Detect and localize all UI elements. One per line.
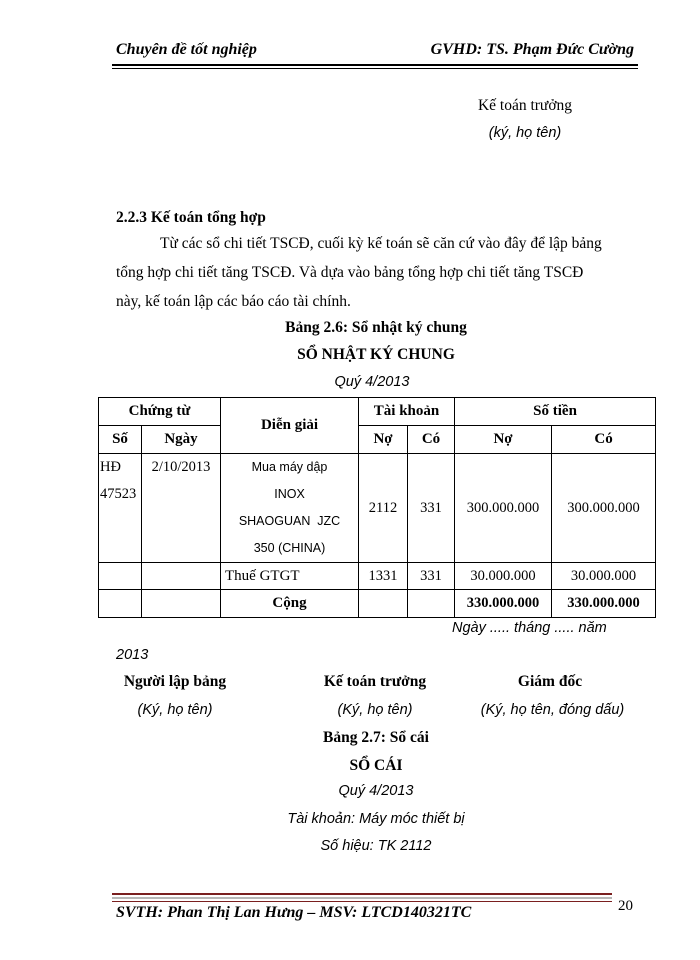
section-paragraph-line1: Từ các sổ chi tiết TSCĐ, cuối kỳ kế toán sẽ căn cứ vào đây để lập bảng	[160, 235, 602, 252]
footer-rule-shadow	[112, 897, 612, 899]
header-so-tien: Số tiền	[455, 398, 656, 426]
row1-tien-co: 300.000.000	[552, 454, 656, 563]
header-dien-giai: Diễn giải	[221, 398, 359, 454]
row2-ngay	[142, 563, 221, 590]
row1-tk-co: 331	[408, 454, 455, 563]
signature-director-title: Giám đốc	[517, 673, 583, 690]
header-so: Số	[99, 426, 142, 454]
row1-desc	[221, 454, 359, 563]
date-line-part2: 2013	[116, 647, 149, 663]
footer-rule	[112, 893, 612, 895]
header-tai-khoan: Tài khoản	[359, 398, 455, 426]
row2-desc: Thuế GTGT	[221, 563, 359, 590]
signature-preparer-note: (Ký, họ tên)	[137, 702, 213, 718]
table2-title: SỔ CÁI	[349, 757, 403, 774]
total-so	[99, 590, 142, 618]
section-paragraph-line3: này, kế toán lập các báo cáo tài chính.	[116, 293, 351, 310]
row1-tk-no: 2112	[359, 454, 408, 563]
section-paragraph-line2: tổng hợp chi tiết tăng TSCĐ. Và dựa vào bảng tổng hợp chi tiết tăng TSCĐ	[116, 264, 584, 281]
table-total-row	[99, 590, 656, 618]
table1-period: Quý 4/2013	[334, 374, 410, 390]
table2-period: Quý 4/2013	[338, 783, 414, 799]
top-signature-title: Kế toán trưởng	[477, 97, 573, 114]
header-ngay: Ngày	[142, 426, 221, 454]
total-tien-no: 330.000.000	[455, 590, 552, 618]
journal-table	[98, 397, 656, 618]
row1-desc-line3: SHAOGUAN JZC	[238, 514, 341, 528]
row1-desc-line1: Mua máy dập	[251, 460, 328, 474]
row2-tien-co: 30.000.000	[552, 563, 656, 590]
header-tk-no: Nợ	[359, 426, 408, 454]
row2-tk-co: 331	[408, 563, 455, 590]
footer-rule-thin	[112, 901, 612, 902]
row1-so	[99, 454, 142, 563]
header-tien-co: Có	[552, 426, 656, 454]
table1-caption: Bảng 2.6: Sổ nhật ký chung	[285, 319, 467, 336]
total-tk-co	[408, 590, 455, 618]
row2-tk-no: 1331	[359, 563, 408, 590]
section-heading: 2.2.3 Kế toán tổng hợp	[116, 209, 266, 226]
page-number: 20	[618, 898, 633, 914]
header-tien-no: Nợ	[455, 426, 552, 454]
row1-desc-line4: 350 (CHINA)	[253, 541, 326, 555]
row1-tien-no: 300.000.000	[455, 454, 552, 563]
top-signature-note: (ký, họ tên)	[488, 125, 562, 141]
total-tk-no	[359, 590, 408, 618]
signature-director-note: (Ký, họ tên, đóng dấu)	[480, 702, 625, 718]
total-tien-co: 330.000.000	[552, 590, 656, 618]
row2-so	[99, 563, 142, 590]
header-rule	[112, 64, 638, 66]
footer-text: SVTH: Phan Thị Lan Hưng – MSV: LTCD140321TC	[116, 904, 472, 921]
table2-code: Số hiệu: TK 2112	[320, 838, 432, 854]
signature-preparer-title: Người lập bảng	[123, 673, 227, 690]
signature-chief-accountant-note: (Ký, họ tên)	[337, 702, 413, 718]
header-right: GVHD: TS. Phạm Đức Cường	[430, 41, 634, 58]
date-line-part1: Ngày ..... tháng ..... năm	[452, 620, 607, 636]
row1-desc-line2: INOX	[274, 487, 305, 501]
total-label: Cộng	[221, 590, 359, 618]
header-chung-tu: Chứng từ	[99, 398, 221, 426]
table2-account: Tài khoản: Máy móc thiết bị	[287, 811, 465, 827]
total-ngay	[142, 590, 221, 618]
table2-caption: Bảng 2.7: Sổ cái	[323, 729, 429, 746]
row2-tien-no: 30.000.000	[455, 563, 552, 590]
header-rule-thin	[112, 68, 638, 69]
table-row	[99, 563, 656, 590]
table1-title: SỔ NHẬT KÝ CHUNG	[297, 346, 455, 363]
table-row	[99, 454, 656, 563]
header-left: Chuyên đề tốt nghiệp	[116, 41, 257, 58]
header-tk-co: Có	[408, 426, 455, 454]
row1-ngay: 2/10/2013	[142, 454, 221, 563]
row1-so-line2: 47523	[100, 486, 137, 502]
row1-so-line1: HĐ	[100, 459, 121, 475]
signature-chief-accountant-title: Kế toán trưởng	[323, 673, 427, 690]
